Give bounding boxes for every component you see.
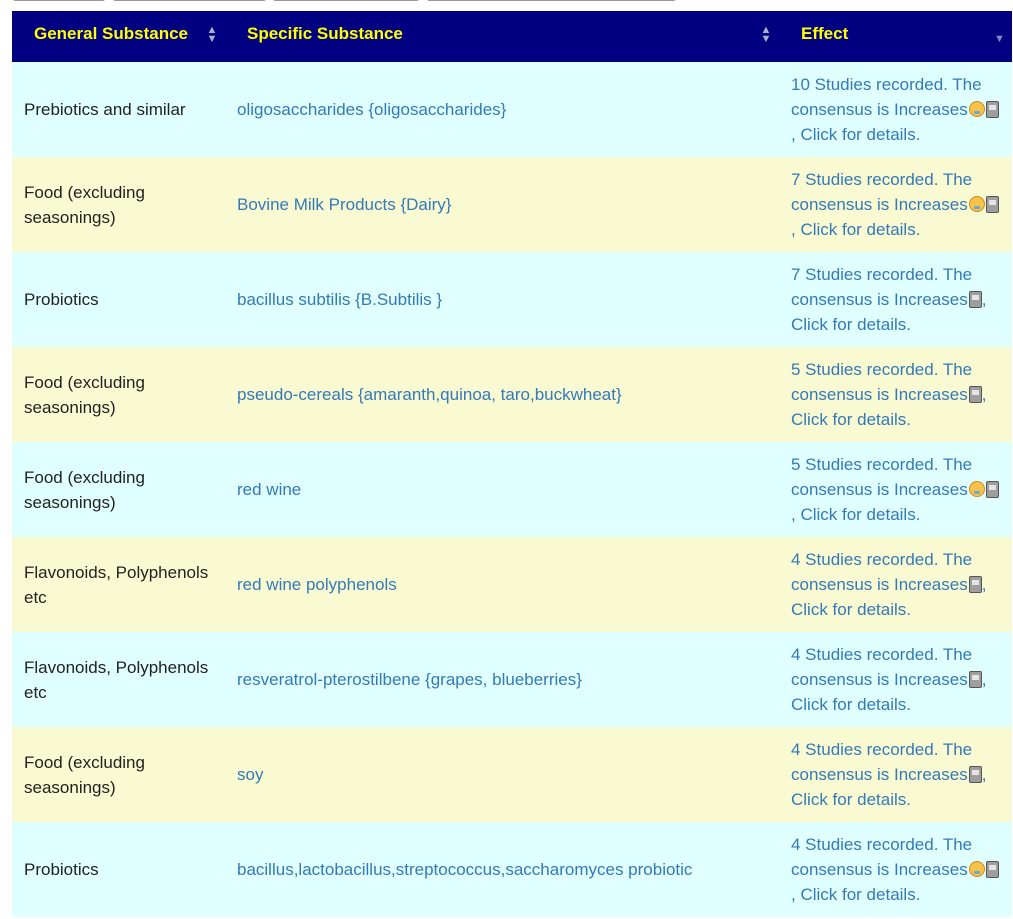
baby-icon: [969, 196, 985, 212]
effect-click-text: , Click for details.: [791, 505, 921, 524]
specific-substance-cell: [225, 442, 791, 537]
table-row: [12, 822, 1012, 917]
effect-details-link[interactable]: [791, 835, 999, 904]
effect-details-link[interactable]: [791, 740, 986, 809]
header-specific-substance[interactable]: [225, 11, 791, 62]
effect-details-link[interactable]: [791, 360, 986, 429]
effect-studies-text: 5 Studies recorded. The consensus is Increases: [791, 455, 973, 499]
book-icon: [969, 671, 982, 688]
specific-substance-link[interactable]: soy: [237, 765, 264, 784]
specific-substance-link[interactable]: bacillus,lactobacillus,streptococcus,saccharomyces probiotic: [237, 860, 693, 879]
baby-icon: [969, 481, 985, 497]
specific-substance-link[interactable]: bacillus subtilis {B.Subtilis }: [237, 290, 443, 309]
header-specific-label: Specific Substance: [247, 24, 403, 43]
specific-substance-cell: [225, 727, 791, 822]
specific-substance-cell: [225, 822, 791, 917]
effect-cell: [791, 62, 1012, 157]
specific-substance-link[interactable]: pseudo-cereals {amaranth,quinoa, taro,buckwheat}: [237, 385, 622, 404]
general-substance-cell: Food (excluding seasonings): [12, 442, 225, 537]
substances-table: [12, 11, 1012, 917]
specific-substance-cell: [225, 347, 791, 442]
specific-substance-link[interactable]: resveratrol-pterostilbene {grapes, blueberries}: [237, 670, 582, 689]
general-substance-cell: Probiotics: [12, 822, 225, 917]
effect-click-text: , Click for details.: [791, 385, 987, 429]
specific-substance-link[interactable]: red wine polyphenols: [237, 575, 397, 594]
effect-details-link[interactable]: [791, 550, 986, 619]
book-icon: [986, 196, 999, 213]
top-tab-3[interactable]: [272, 0, 420, 1]
table-row: [12, 727, 1012, 822]
general-substance-cell: Prebiotics and similar: [12, 62, 225, 157]
effect-click-text: , Click for details.: [791, 220, 921, 239]
effect-cell: [791, 822, 1012, 917]
book-icon: [986, 861, 999, 878]
table-row: [12, 442, 1012, 537]
effect-cell: [791, 442, 1012, 537]
book-icon: [969, 386, 982, 403]
table-row: [12, 252, 1012, 347]
effect-studies-text: 4 Studies recorded. The consensus is Increases: [791, 740, 973, 784]
effect-click-text: , Click for details.: [791, 290, 987, 334]
effect-click-text: , Click for details.: [791, 885, 921, 904]
effect-details-link[interactable]: [791, 645, 986, 714]
effect-click-text: , Click for details.: [791, 125, 921, 144]
table-row: [12, 157, 1012, 252]
top-tab-1[interactable]: [12, 0, 106, 1]
sort-both-icon[interactable]: ▲ ▼: [206, 24, 218, 45]
header-effect-label: Effect: [801, 24, 849, 43]
general-substance-cell: Food (excluding seasonings): [12, 157, 225, 252]
sort-desc-icon[interactable]: ▼: [994, 33, 1005, 45]
baby-icon: [969, 861, 985, 877]
general-substance-cell: Flavonoids, Polyphenols etc: [12, 632, 225, 727]
effect-cell: [791, 727, 1012, 822]
effect-details-link[interactable]: [791, 265, 986, 334]
specific-substance-link[interactable]: red wine: [237, 480, 302, 499]
specific-substance-cell: [225, 632, 791, 727]
table-row: [12, 537, 1012, 632]
specific-substance-cell: [225, 252, 791, 347]
general-substance-cell: Probiotics: [12, 252, 225, 347]
effect-studies-text: 4 Studies recorded. The consensus is Increases: [791, 835, 973, 879]
effect-details-link[interactable]: [791, 75, 999, 144]
specific-substance-cell: [225, 157, 791, 252]
book-icon: [969, 291, 982, 308]
specific-substance-cell: [225, 537, 791, 632]
effect-studies-text: 7 Studies recorded. The consensus is Increases: [791, 170, 973, 214]
effect-click-text: , Click for details.: [791, 765, 987, 809]
sort-both-icon[interactable]: ▲ ▼: [760, 24, 772, 45]
effect-cell: [791, 537, 1012, 632]
effect-studies-text: 4 Studies recorded. The consensus is Increases: [791, 550, 973, 594]
table-row: [12, 347, 1012, 442]
general-substance-cell: Food (excluding seasonings): [12, 347, 225, 442]
effect-details-link[interactable]: [791, 455, 999, 524]
book-icon: [969, 576, 982, 593]
table-header-row: [12, 11, 1012, 62]
baby-icon: [969, 101, 985, 117]
table-row: [12, 62, 1012, 157]
effect-cell: [791, 632, 1012, 727]
general-substance-cell: Food (excluding seasonings): [12, 727, 225, 822]
book-icon: [969, 766, 982, 783]
top-tab-2[interactable]: [112, 0, 267, 1]
effect-studies-text: 5 Studies recorded. The consensus is Increases: [791, 360, 973, 404]
effect-click-text: , Click for details.: [791, 670, 987, 714]
specific-substance-link[interactable]: Bovine Milk Products {Dairy}: [237, 195, 452, 214]
header-effect[interactable]: [791, 11, 1012, 62]
specific-substance-cell: [225, 62, 791, 157]
specific-substance-link[interactable]: oligosaccharides {oligosaccharides}: [237, 100, 507, 119]
book-icon: [986, 101, 999, 118]
effect-details-link[interactable]: [791, 170, 999, 239]
effect-studies-text: 7 Studies recorded. The consensus is Increases: [791, 265, 973, 309]
effect-cell: [791, 252, 1012, 347]
general-substance-cell: Flavonoids, Polyphenols etc: [12, 537, 225, 632]
effect-click-text: , Click for details.: [791, 575, 987, 619]
effect-cell: [791, 347, 1012, 442]
effect-cell: [791, 157, 1012, 252]
top-tab-strip: [0, 0, 1013, 4]
book-icon: [986, 481, 999, 498]
top-tab-4[interactable]: [426, 0, 677, 1]
header-general-label: General Substance: [34, 24, 189, 43]
header-general-substance[interactable]: [12, 11, 225, 62]
effect-studies-text: 4 Studies recorded. The consensus is Increases: [791, 645, 973, 689]
table-row: [12, 632, 1012, 727]
effect-studies-text: 10 Studies recorded. The consensus is Increases: [791, 75, 982, 119]
